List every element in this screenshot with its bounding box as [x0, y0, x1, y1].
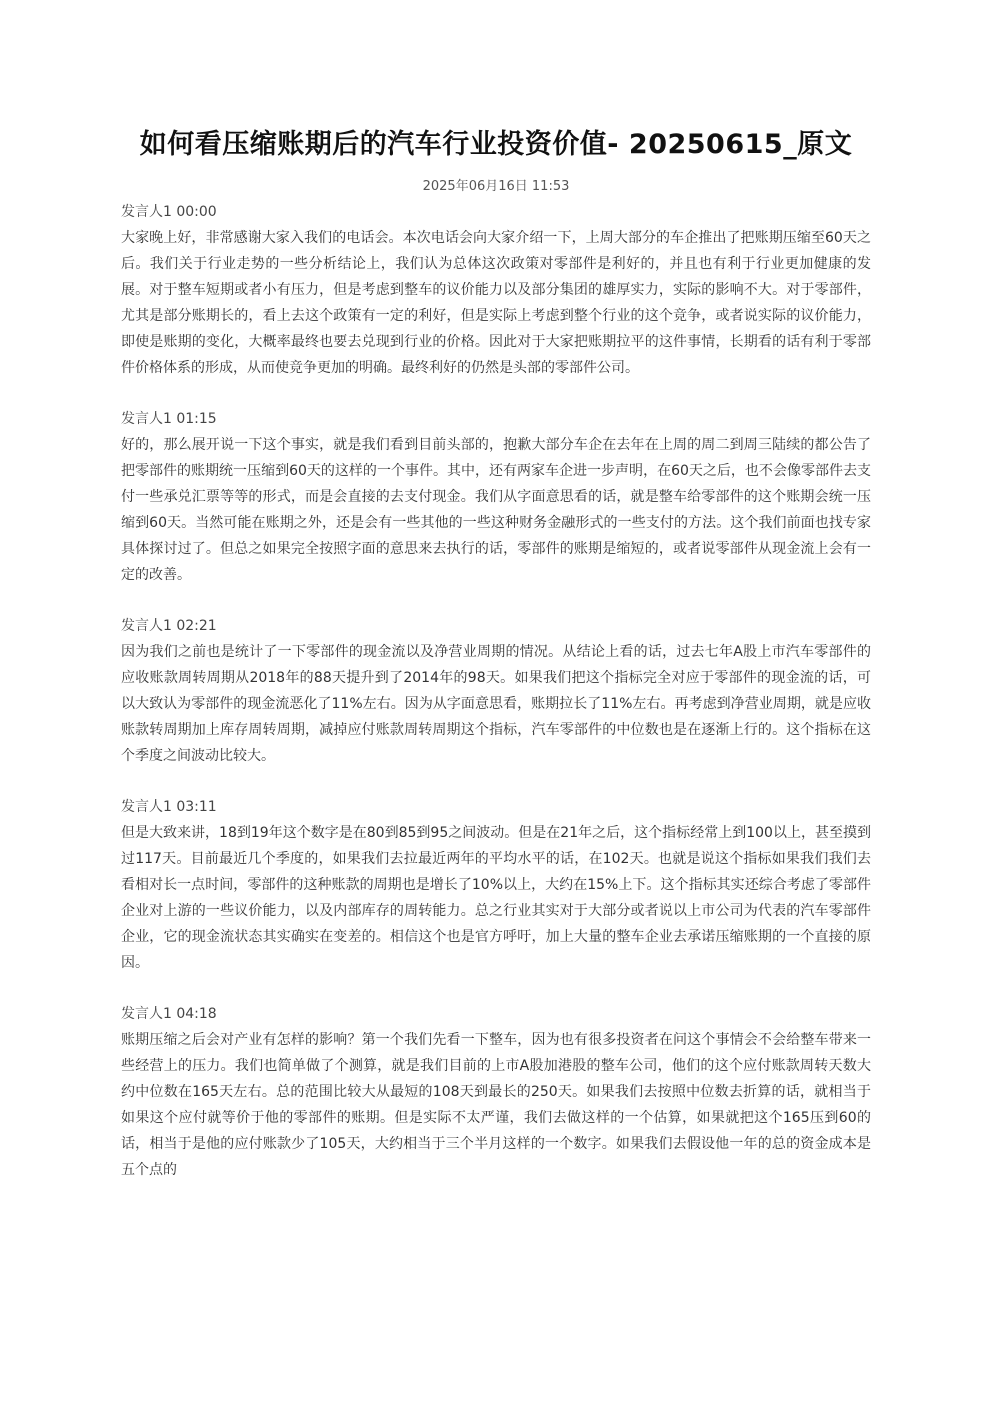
speaker-label: 发言人1 01:15 [121, 411, 217, 427]
speaker-label: 发言人1 04:18 [121, 1006, 217, 1022]
speaker-label: 发言人1 00:00 [121, 204, 217, 220]
document-title: 如何看压缩账期后的汽车行业投资价值- 20250615_原文 [139, 129, 853, 160]
transcript-body [121, 199, 871, 1208]
speaker-label: 发言人1 03:11 [121, 799, 217, 815]
speaker-label: 发言人1 02:21 [121, 618, 217, 634]
transcript-section [121, 1001, 871, 1183]
document-timestamp: 2025年06月16日 11:53 [422, 179, 570, 194]
transcript-section [121, 613, 871, 769]
transcript-paragraph: 但是大致来讲，18到19年这个数字是在80到85到95之间波动。但是在21年之后，这个指标经常上到100以上，甚至摸到过117天。目前最近几个季度的，如果我们去拉最近两年的平均水平的话，在102天。也就是说这个指标如果我们我们去看相对长一点时间，零部件的这种账款的周期也是增长了10%以上，大约在15%上下。这个指标其实还综合考虑了零部件企业对上游的一些议价能力，以及内部库存的周转能力。总之行业其实对于大部分或者说以上市公司为代表的汽车零部件企业，它的现金流状态其实确实在变差的。相信这个也是官方呼吁，加上大量的整车企业去承诺压缩账期的一个直接的原因。 [121, 825, 871, 971]
transcript-section [121, 199, 871, 381]
transcript-paragraph: 大家晚上好，非常感谢大家入我们的电话会。本次电话会向大家介绍一下，上周大部分的车企推出了把账期压缩至60天之后。我们关于行业走势的一些分析结论上，我们认为总体这次政策对零部件是利好的，并且也有利于行业更加健康的发展。对于整车短期或者小有压力，但是考虑到整车的议价能力以及部分集团的雄厚实力，实际的影响不大。对于零部件，尤其是部分账期长的，看上去这个政策有一定的利好，但是实际上考虑到整个行业的这个竞争，或者说实际的议价能力，即使是账期的变化，大概率最终也要去兑现到行业的价格。因此对于大家把账期拉平的这件事情，长期看的话有利于零部件价格体系的形成，从而使竞争更加的明确。最终利好的仍然是头部的零部件公司。 [121, 230, 871, 376]
transcript-section [121, 794, 871, 976]
transcript-paragraph: 好的，那么展开说一下这个事实，就是我们看到目前头部的，抱歉大部分车企在去年在上周的周二到周三陆续的都公告了把零部件的账期统一压缩到60天的这样的一个事件。其中，还有两家车企进一步声明，在60天之后，也不会像零部件去支付一些承兑汇票等等的形式，而是会直接的去支付现金。我们从字面意思看的话，就是整车给零部件的这个账期会统一压缩到60天。当然可能在账期之外，还是会有一些其他的一些这种财务金融形式的一些支付的方法。这个我们前面也找专家具体探讨过了。但总之如果完全按照字面的意思来去执行的话，零部件的账期是缩短的，或者说零部件从现金流上会有一定的改善。 [121, 437, 871, 583]
transcript-paragraph: 账期压缩之后会对产业有怎样的影响？第一个我们先看一下整车，因为也有很多投资者在问这个事情会不会给整车带来一些经营上的压力。我们也简单做了个测算，就是我们目前的上市A股加港股的整车公司，他们的这个应付账款周转天数大约中位数在165天左右。总的范围比较大从最短的108天到最长的250天。如果我们去按照中位数去折算的话，就相当于如果这个应付就等价于他的零部件的账期。但是实际不太严谨，我们去做这样的一个估算，如果就把这个165压到60的话，相当于是他的应付账款少了105天，大约相当于三个半月这样的一个数字。如果我们去假设他一年的总的资金成本是五个点的 [121, 1032, 871, 1178]
transcript-section [121, 406, 871, 588]
transcript-paragraph: 因为我们之前也是统计了一下零部件的现金流以及净营业周期的情况。从结论上看的话，过去七年A股上市汽车零部件的应收账款周转周期从2018年的88天提升到了2014年的98天。如果我们把这个指标完全对应于零部件的现金流的话，可以大致认为零部件的现金流恶化了11%左右。因为从字面意思看，账期拉长了11%左右。再考虑到净营业周期，就是应收账款转周期加上库存周转周期，减掉应付账款周转周期这个指标，汽车零部件的中位数也是在逐渐上行的。这个指标在这个季度之间波动比较大。 [121, 644, 871, 764]
